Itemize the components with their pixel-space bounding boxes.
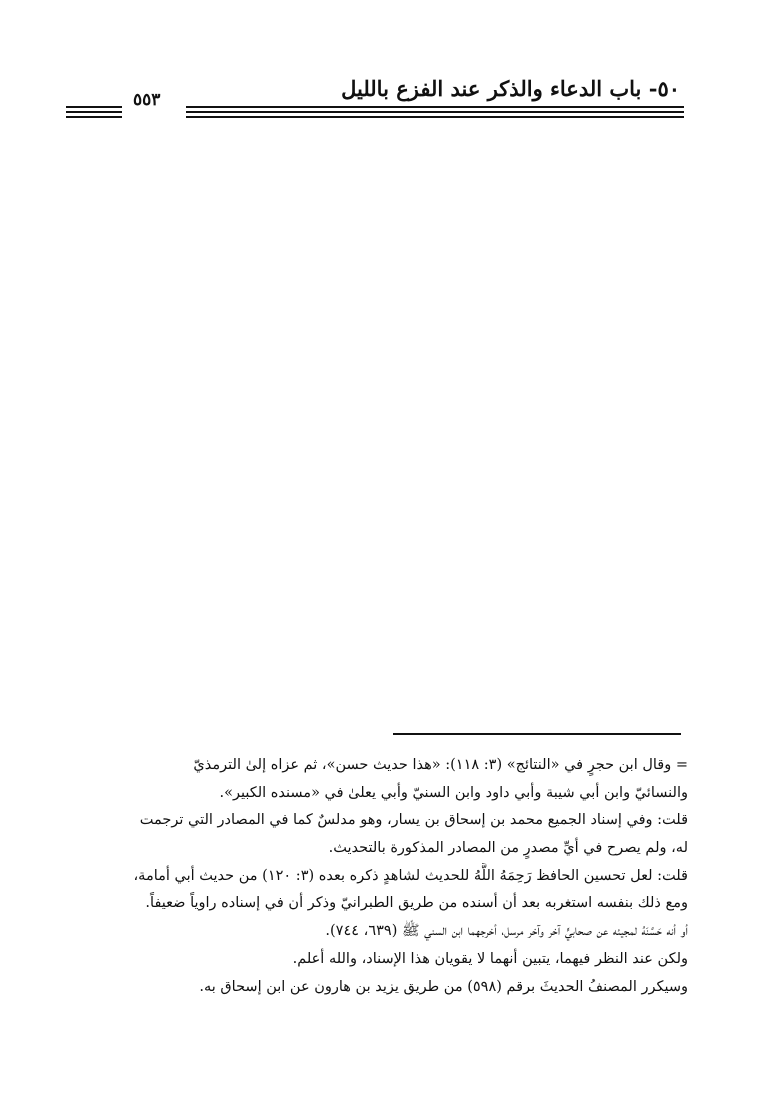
footnote-line: والنسائيّ وابن أبي شيبة وأبي داود وابن السنيّ وأبي يعلىٰ في «مسنده الكبير». — [219, 784, 688, 801]
header-rule-left — [66, 106, 122, 108]
page-number: ٥٥٣ — [133, 90, 161, 110]
header-rule-left — [66, 116, 122, 118]
header-rule-right — [186, 106, 684, 108]
footnote-line: قلت: لعل تحسين الحافظ رَحِمَهُ اللَّهُ للحديث لشاهدٍ ذكره بعده (٣: ١٢٠) من حديث أبي أمامة، — [133, 867, 688, 884]
footnote-line: ومع ذلك بنفسه استغربه بعد أن أسنده من طريق الطبرانيّ وذكر أن في إسناده راوياً ضعيفاً. — [145, 895, 688, 912]
footnotes — [58, 752, 688, 1001]
footnote-line: ولكن عند النظر فيهما، يتبين أنهما لا يقويان هذا الإسناد، والله أعلم. — [292, 950, 688, 967]
footnote-line: له، ولم يصرح في أيِّ مصدرٍ من المصادر المذكورة بالتحديث. — [328, 840, 688, 857]
footnote-line: أو أنه حَسَّنَهُ لمجيئه عن صحابيٍّ آخر وآخر مرسل، أخرجهما ابن السني ﷺ (٦٣٩، ٧٤٤). — [325, 923, 688, 940]
footnote-line: = وقال ابن حجرٍ في «النتائج» (٣: ١١٨): «هذا حديث حسن»، ثم عزاه إلىٰ الترمذيّ — [193, 757, 688, 773]
header-rule-right — [186, 116, 684, 118]
footnote-line: وسيكرر المصنفُ الحديثَ برقم (٥٩٨) من طريق يزيد بن هارون عن ابن إسحاق به. — [199, 978, 688, 995]
chapter-title: ٥٠- باب الدعاء والذكر عند الفزع بالليل — [341, 76, 680, 101]
footnote-line: قلت: وفي إسناد الجميع محمد بن إسحاق بن يسار، وهو مدلسٌ كما في المصادر التي ترجمت — [139, 812, 688, 829]
header-rule-left — [66, 111, 122, 113]
footnote-separator — [393, 733, 681, 735]
header-rule-right — [186, 111, 684, 113]
